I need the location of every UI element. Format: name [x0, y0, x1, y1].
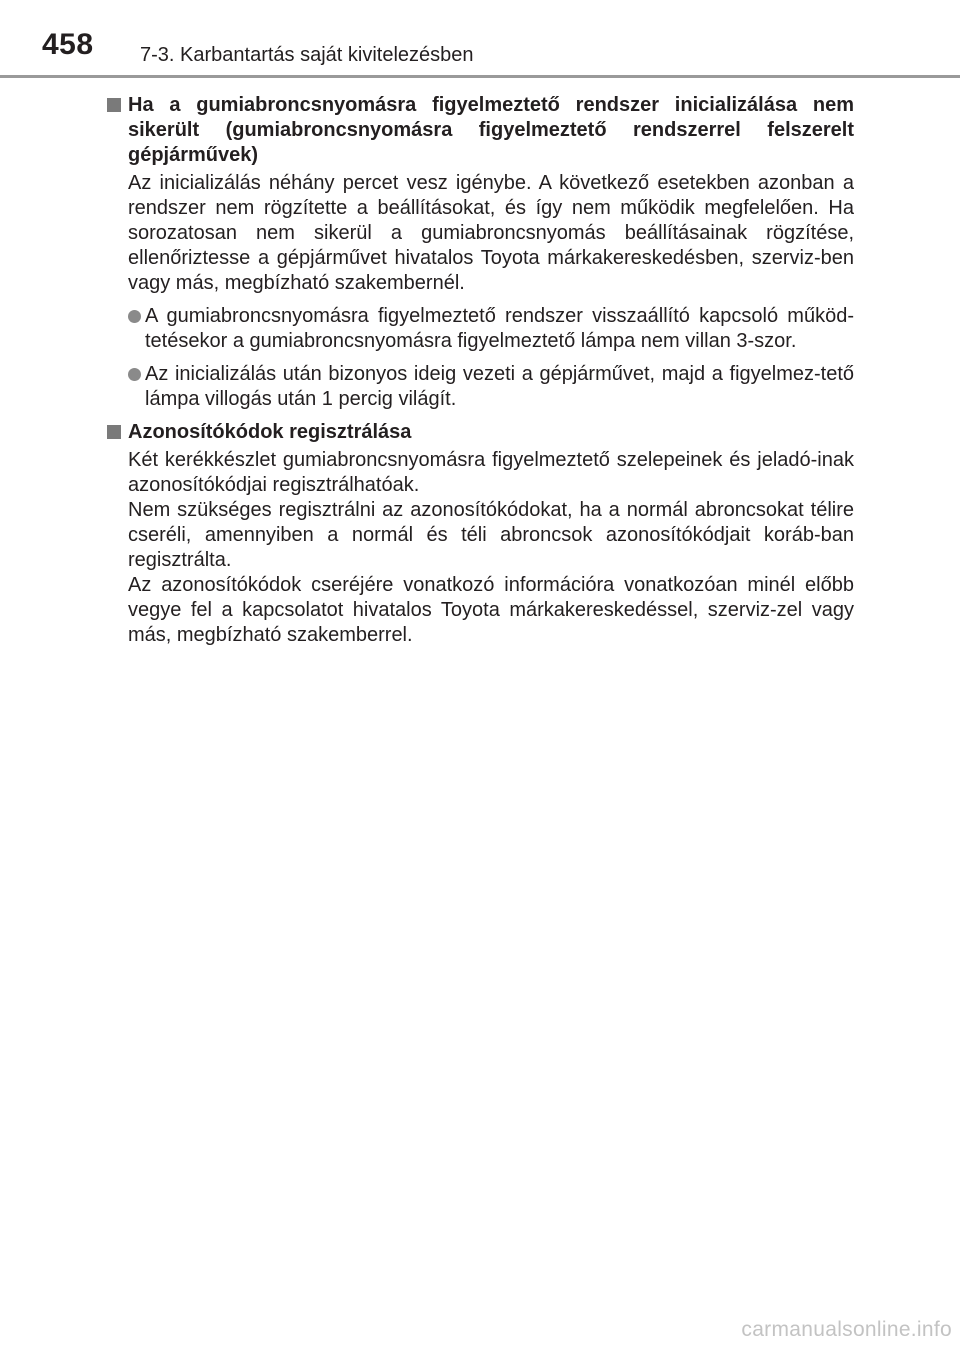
body-paragraph: Az azonosítókódok cseréjére vonatkozó információra vonatkozóan minél előbb vegye fel a kapcsolatot hivatalos Toyota márkakereskedéssel, szerviz-zel vagy más, megbízható szakemberrel. [128, 574, 854, 646]
square-bullet-icon [107, 425, 121, 439]
page-header [0, 0, 960, 80]
body-paragraph: Az inicializálás néhány percet vesz igénybe. A következő esetekben azonban a rendszer nem rögzítette a beállításokat, és így nem működik megfelelően. Ha sorozatosan nem sikerül a gumiabroncsnyomás beállításainak rögzítése, ellenőriztesse a gépjárművet hivatalos Toyota márkakereskedésben, szerviz-ben vagy más, megbízható szakembernél. [128, 172, 854, 294]
section-initialization-failure [107, 93, 854, 412]
body-paragraph: Nem szükséges regisztrálni az azonosítókódokat, ha a normál abroncsokat télire cseréli, amennyiben a normál és téli abroncsok azonosítókódjait koráb-ban regisztrálta. [128, 499, 854, 571]
round-bullet-icon [128, 368, 141, 381]
list-item-text: Az inicializálás után bizonyos ideig vezeti a gépjárművet, majd a figyelmez-tető lámpa villogás után 1 percig világít. [145, 363, 854, 410]
section-heading [107, 420, 854, 445]
list-item [107, 304, 854, 354]
body-paragraph: Két kerékkészlet gumiabroncsnyomásra figyelmeztető szelepeinek és jeladó-inak azonosítókódjai regisztrálhatóak. [128, 449, 854, 496]
page-content [107, 93, 854, 652]
square-bullet-icon [107, 98, 121, 112]
round-bullet-icon [128, 310, 141, 323]
list-item [107, 362, 854, 412]
section-id-code-registration [107, 420, 854, 648]
chapter-title: 7-3. Karbantartás saját kivitelezésben [140, 44, 474, 66]
watermark: carmanualsonline.info [741, 1318, 952, 1341]
list-item-text: A gumiabroncsnyomásra figyelmeztető rendszer visszaállító kapcsoló működ-tetésekor a gumiabroncsnyomásra figyelmeztető lámpa nem villan 3-szor. [145, 305, 854, 352]
section-heading-text: Azonosítókódok regisztrálása [128, 421, 412, 443]
page-number: 458 [42, 28, 94, 61]
section-heading [107, 93, 854, 168]
header-rule [0, 75, 960, 78]
section-heading-text: Ha a gumiabroncsnyomásra figyelmeztető rendszer inicializálása nem sikerült (gumiabroncsnyomásra figyelmeztető rendszerrel felszerelt gépjárművek) [128, 94, 854, 166]
